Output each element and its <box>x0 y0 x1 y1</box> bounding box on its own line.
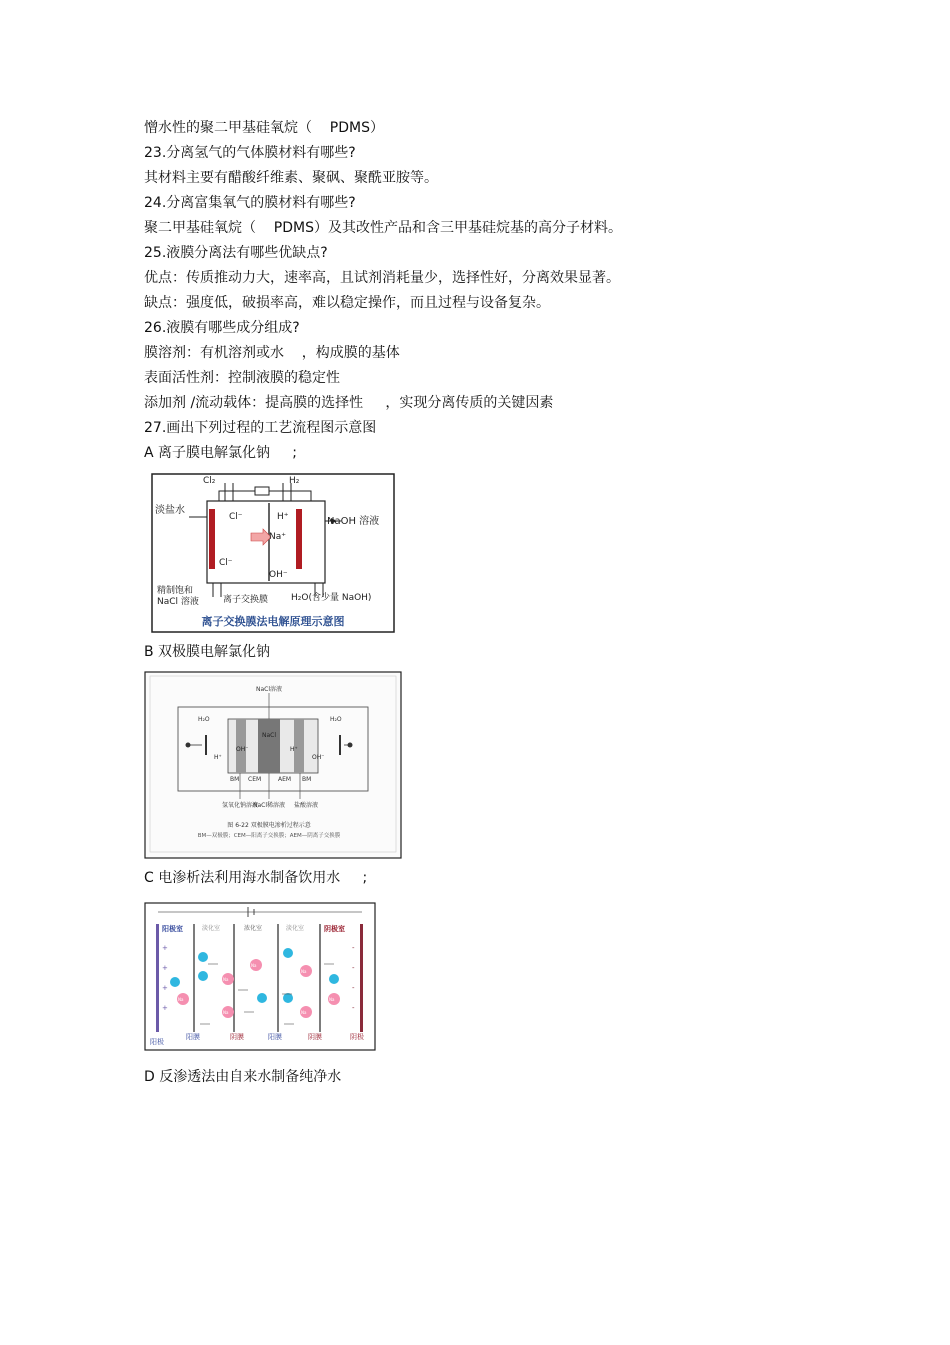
cl-ion-icon <box>170 977 180 987</box>
fig-a-oh-minus: OH⁻ <box>269 570 288 580</box>
minus-sign: - <box>352 1004 355 1012</box>
cl-ion-icon <box>198 952 208 962</box>
fig-a-cl-minus: Cl⁻ <box>219 558 233 568</box>
fig-a-na: Na⁺ <box>269 532 286 542</box>
fig-a-brine-1: 精制饱和 <box>157 586 194 596</box>
item-d-label: D 反渗透法由自来水制备纯净水 <box>144 1069 342 1085</box>
answer-line: 缺点：强度低，破损率高，难以稳定操作，而且过程与设备复杂。 <box>144 295 550 311</box>
fig-b-bm1: BM <box>230 776 240 783</box>
na-ion-label: Na <box>178 997 184 1002</box>
question-27: 27.画出下列过程的工艺流程图示意图 <box>144 420 377 436</box>
fig-c-cathode-room: 阴极室 <box>324 925 345 933</box>
answer-line: 优点：传质推动力大，速率高，且试剂消耗量少，选择性好，分离效果显著。 <box>144 270 620 286</box>
fig-b-nacl-center: NaCl <box>261 732 277 739</box>
answer-line: 表面活性剂：控制液膜的稳定性 <box>144 370 340 386</box>
question-23: 23.分离氢气的气体膜材料有哪些? <box>144 145 356 161</box>
fig-b-caption: 图 6-22 双极膜电渗析过程示意 <box>227 822 311 829</box>
fig-b-oh-left: OH⁻ <box>236 746 249 753</box>
fig-b-oh-right: OH⁻ <box>312 754 325 761</box>
answer-line: 其材料主要有醋酸纤维素、聚砜、聚酰亚胺等。 <box>144 170 438 186</box>
fig-a-water: H₂O(含少量 NaOH) <box>291 593 372 603</box>
item-a-label: A 离子膜电解氯化钠 ; <box>144 445 297 461</box>
cl-ion-icon <box>257 993 267 1003</box>
plus-sign: + <box>162 984 168 992</box>
fig-c-anode-room: 阳极室 <box>162 925 183 933</box>
cl-ion-icon <box>283 948 293 958</box>
plus-sign: + <box>162 944 168 952</box>
fig-a-brine-2: NaCl 溶液 <box>157 597 199 607</box>
cl-ion-icon <box>283 993 293 1003</box>
fig-b-cem: CEM <box>248 776 262 783</box>
fig-c-anion-membrane-1: 阴膜 <box>230 1033 244 1041</box>
fig-a-cl-minus-top: Cl⁻ <box>229 512 243 522</box>
question-26: 26.液膜有哪些成分组成? <box>144 320 300 336</box>
na-ion-label: Na <box>223 977 229 982</box>
text-line: 憎水性的聚二甲基硅氧烷（ PDMS） <box>144 120 384 136</box>
fig-b-bottom-mid: NaCl稀溶液 <box>252 802 286 809</box>
fig-c-concentrate: 浓化室 <box>244 925 263 932</box>
fig-b-h2o-right: H₂O <box>330 716 342 723</box>
plus-sign: + <box>162 964 168 972</box>
fig-c-cation-membrane-1: 阳膜 <box>186 1033 200 1041</box>
na-ion-label: Na <box>251 963 257 968</box>
fig-c-cation-membrane-2: 阳膜 <box>268 1033 282 1041</box>
fig-b-top: NaCl溶液 <box>255 686 283 693</box>
na-ion-label: Na <box>301 1010 307 1015</box>
fig-b-aem: AEM <box>278 776 292 783</box>
fig-a-cl2: Cl₂ <box>203 476 216 486</box>
fig-c-cathode: 阴极 <box>350 1033 364 1041</box>
minus-sign: - <box>352 964 355 972</box>
fig-b-h-right: H⁺ <box>290 746 298 753</box>
fig-b-h2o-left: H₂O <box>198 716 210 723</box>
fig-a-caption: 离子交换膜法电解原理示意图 <box>201 615 345 628</box>
minus-sign: - <box>352 944 355 952</box>
na-ion-label: Na <box>329 997 335 1002</box>
fig-a-dilute-brine: 淡盐水 <box>155 505 185 516</box>
fig-a-h2: H₂ <box>289 476 300 486</box>
plus-sign: + <box>162 1004 168 1012</box>
item-c-label: C 电渗析法利用海水制备饮用水 ; <box>144 870 368 886</box>
fig-a-naoh: NaOH 溶液 <box>327 516 380 527</box>
item-b-label: B 双极膜电解氯化钠 <box>144 644 271 660</box>
fig-a-h-plus: H⁺ <box>277 512 289 522</box>
fig-c-desalt-1: 淡化室 <box>202 925 221 932</box>
question-24: 24.分离富集氧气的膜材料有哪些? <box>144 195 356 211</box>
minus-sign: - <box>352 984 355 992</box>
fig-b-h-left: H⁺ <box>214 754 222 761</box>
fig-c-desalt-2: 淡化室 <box>286 925 305 932</box>
cl-ion-icon <box>198 971 208 981</box>
figure-electrodialysis <box>144 902 376 1051</box>
fig-c-anion-membrane-2: 阴膜 <box>308 1033 322 1041</box>
cl-ion-icon <box>329 974 339 984</box>
fig-b-bottom-right: 盐酸溶液 <box>293 802 319 809</box>
question-25: 25.液膜分离法有哪些优缺点? <box>144 245 328 261</box>
figure-bipolar-membrane <box>144 671 402 859</box>
na-ion-label: Na <box>301 969 307 974</box>
fig-b-bm2: BM <box>302 776 312 783</box>
fig-c-anode: 阳极 <box>150 1038 164 1046</box>
fig-b-bottom-left: 氢氧化钠溶液 <box>221 802 259 809</box>
answer-line: 添加剂 /流动载体：提高膜的选择性 ，实现分离传质的关键因素 <box>144 395 554 411</box>
fig-a-membrane: 离子交换膜 <box>223 595 269 605</box>
figure-ion-membrane-electrolysis <box>151 473 395 633</box>
answer-line: 膜溶剂：有机溶剂或水 ，构成膜的基体 <box>144 345 400 361</box>
na-ion-label: Na <box>223 1010 229 1015</box>
answer-line: 聚二甲基硅氧烷（ PDMS）及其改性产品和含三甲基硅烷基的高分子材料。 <box>144 220 622 236</box>
fig-b-note: BM—双极膜；CEM—阳离子交换膜；AEM—阴离子交换膜 <box>197 833 341 839</box>
